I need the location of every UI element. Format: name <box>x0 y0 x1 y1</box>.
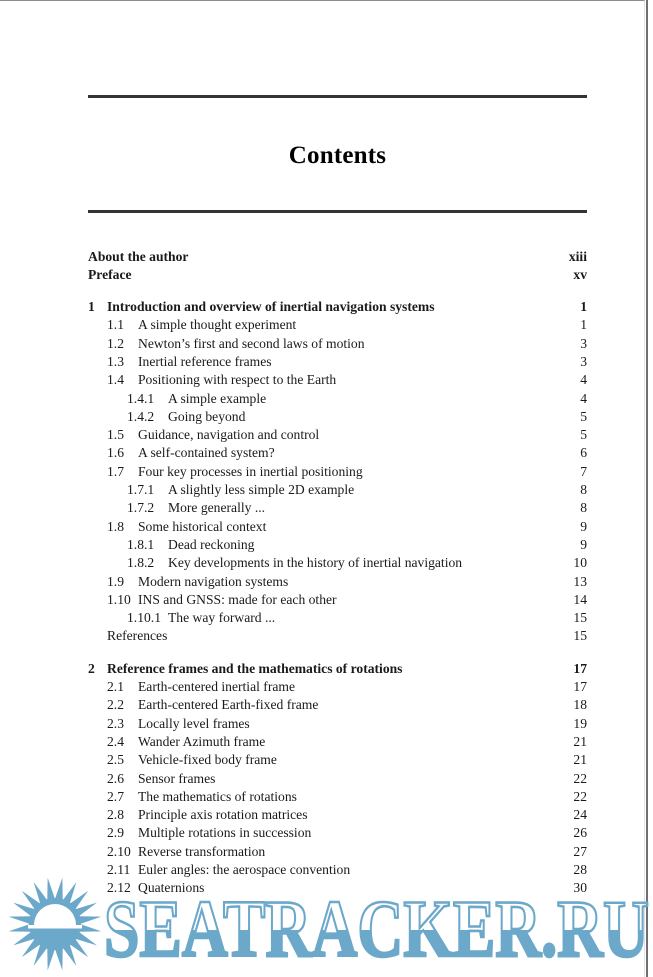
toc-section-row[interactable] <box>88 335 587 353</box>
toc-entry-page: 13 <box>573 573 587 589</box>
toc-entry-label: More generally ... <box>168 500 266 516</box>
toc-entry-label: The mathematics of rotations <box>138 788 297 804</box>
toc-entry-number: 1.1 <box>107 317 124 333</box>
toc-entry-label: Guidance, navigation and control <box>138 427 320 443</box>
toc-entry-number: 1.4 <box>107 372 124 388</box>
toc-entry-number: 1 <box>88 299 95 315</box>
toc-entry-page: 27 <box>573 843 587 859</box>
toc-subsection-row[interactable] <box>88 390 587 408</box>
toc-entry-page: 22 <box>573 788 587 804</box>
toc-entry-page: 17 <box>573 660 587 676</box>
toc-entry-page: 3 <box>580 335 587 351</box>
toc-entry-label: Sensor frames <box>138 770 216 786</box>
toc-entry-number: 2.3 <box>107 715 124 731</box>
toc-entry-label: Some historical context <box>138 518 267 534</box>
toc-entry-label: About the author <box>88 248 189 264</box>
toc-references-row[interactable] <box>88 627 587 645</box>
toc-entry-label: Preface <box>88 266 132 282</box>
toc-entry-label: The way forward ... <box>168 610 276 626</box>
toc-entry-number: 2.8 <box>107 807 124 823</box>
toc-entry-page: 5 <box>580 427 587 443</box>
toc-entry-number: 2.12 <box>107 880 131 896</box>
toc-entry-label: Positioning with respect to the Earth <box>138 372 337 388</box>
toc-entry-number: 2.9 <box>107 825 124 841</box>
toc-entry-label: Earth-centered inertial frame <box>138 679 295 695</box>
toc-entry-label: Earth-centered Earth-fixed frame <box>138 697 319 713</box>
toc-entry-number: 2.5 <box>107 752 124 768</box>
toc-section-row[interactable] <box>88 678 587 696</box>
toc-entry-number: 1.7.2 <box>127 500 155 516</box>
toc-entry-page: 4 <box>580 372 587 388</box>
toc-entry-number: 2.4 <box>107 733 124 749</box>
toc-section-row[interactable] <box>88 573 587 591</box>
toc-entry-page: 19 <box>573 715 587 731</box>
toc-entry-page: 5 <box>580 408 587 424</box>
toc-section-row[interactable] <box>88 843 587 861</box>
toc-entry-page: 9 <box>580 518 587 534</box>
toc-entry-number: 2.11 <box>107 862 131 877</box>
toc-entry-number: 1.10.1 <box>127 610 161 626</box>
toc-section-row[interactable] <box>88 591 587 609</box>
toc-entry-number: 1.5 <box>107 427 124 443</box>
toc-entry-label: A simple example <box>168 390 267 406</box>
toc-entry-label: Principle axis rotation matrices <box>138 807 308 823</box>
toc-entry-label: Key developments in the history of inertial navigation <box>168 555 463 571</box>
toc-section-row[interactable] <box>88 770 587 788</box>
toc-entry-page: 4 <box>580 390 587 406</box>
toc-entry-label: INS and GNSS: made for each other <box>138 591 337 607</box>
toc-section-row[interactable] <box>88 806 587 824</box>
toc-entry-number: 1.3 <box>107 353 124 369</box>
toc-entry-page: 8 <box>580 482 587 498</box>
toc-section-row[interactable] <box>88 696 587 714</box>
toc-entry-page: 1 <box>580 299 587 315</box>
page-gutter <box>648 0 653 977</box>
toc-entry-page: 10 <box>573 555 587 571</box>
toc-section-row[interactable] <box>88 879 587 897</box>
toc-entry-label: Euler angles: the aerospace convention <box>138 862 351 877</box>
toc-section-row[interactable] <box>88 444 587 462</box>
toc-entry-page: 21 <box>573 733 587 749</box>
contents-page <box>88 0 587 898</box>
toc-subsection-row[interactable] <box>88 554 587 572</box>
toc-entry-page: 18 <box>573 697 587 713</box>
toc-entry-number: 1.7 <box>107 463 124 479</box>
toc-entry-label: Introduction and overview of inertial navigation systems <box>107 299 435 315</box>
toc-chapter-row[interactable] <box>88 298 587 316</box>
toc-section-row[interactable] <box>88 733 587 751</box>
toc-entry-page: 28 <box>573 862 587 877</box>
toc-entry-number: 2.7 <box>107 788 124 804</box>
toc-entry-number: 1.4.2 <box>127 408 155 424</box>
toc-section-gap <box>88 284 587 298</box>
toc-entry-label: Modern navigation systems <box>138 573 289 589</box>
toc-entry-number: 1.6 <box>107 445 124 461</box>
toc-entry-page: 8 <box>580 500 587 516</box>
toc-entry-page: xiii <box>568 248 587 264</box>
toc-entry-label: Multiple rotations in succession <box>138 825 312 841</box>
rule-above-title <box>88 95 587 98</box>
toc-entry-number: 1.8.2 <box>127 555 155 571</box>
toc-entry-page: 14 <box>573 591 587 607</box>
toc-subsection-row[interactable] <box>88 481 587 499</box>
toc-entry-number: 2.2 <box>107 697 124 713</box>
rule-below-title <box>88 210 587 213</box>
toc-entry-page: 21 <box>573 752 587 768</box>
toc-section-row[interactable] <box>88 751 587 769</box>
svg-text:SEATRACKER.RU: SEATRACKER.RU <box>104 883 649 974</box>
toc-entry-label: Quaternions <box>138 880 205 896</box>
toc-entry-label: References <box>107 628 168 644</box>
toc-entry-page: 15 <box>573 628 587 644</box>
table-of-contents <box>88 248 587 898</box>
toc-section-row[interactable] <box>88 861 587 879</box>
toc-entry-page: 6 <box>580 445 587 461</box>
toc-entry-label: Reference frames and the mathematics of rotations <box>107 660 403 676</box>
toc-entry-number: 2 <box>88 660 95 676</box>
toc-chapter-gap <box>88 646 587 660</box>
toc-section-row[interactable] <box>88 824 587 842</box>
toc-entry-page: 26 <box>573 825 587 841</box>
toc-entry-page: 30 <box>573 880 587 896</box>
toc-subsection-row[interactable] <box>88 609 587 627</box>
toc-entry-page: 24 <box>573 807 587 823</box>
toc-entry-label: Four key processes in inertial positioning <box>138 463 363 479</box>
toc-entry-label: Wander Azimuth frame <box>138 733 266 749</box>
toc-chapter-row[interactable] <box>88 660 587 678</box>
toc-entry-number: 1.8 <box>107 518 124 534</box>
toc-entry-page: 1 <box>580 317 587 333</box>
toc-entry-number: 1.2 <box>107 335 124 351</box>
toc-entry-label: Going beyond <box>168 408 246 424</box>
toc-entry-page: 15 <box>573 610 587 626</box>
toc-section-row[interactable] <box>88 426 587 444</box>
toc-subsection-row[interactable] <box>88 408 587 426</box>
page-title: Contents <box>288 142 387 169</box>
toc-entry-page: 3 <box>580 353 587 369</box>
toc-entry-page: 22 <box>573 770 587 786</box>
toc-entry-page: 9 <box>580 536 587 552</box>
toc-entry-number: 1.7.1 <box>127 482 155 498</box>
toc-subsection-row[interactable] <box>88 499 587 517</box>
toc-entry-label: Locally level frames <box>138 715 250 731</box>
toc-entry-label: A slightly less simple 2D example <box>168 482 355 498</box>
toc-entry-label: Inertial reference frames <box>138 353 272 369</box>
toc-entry-label: A self-contained system? <box>138 445 275 461</box>
toc-entry-number: 2.10 <box>107 843 131 859</box>
toc-section-row[interactable] <box>88 371 587 389</box>
toc-entry-number: 1.8.1 <box>127 536 155 552</box>
toc-entry-number: 2.6 <box>107 770 124 786</box>
title-spacer <box>88 170 587 210</box>
toc-section-row[interactable] <box>88 715 587 733</box>
toc-entry-page: xv <box>573 266 587 282</box>
toc-entry-label: Newton’s first and second laws of motion <box>138 335 365 351</box>
toc-entry-label: Vehicle-fixed body frame <box>138 752 277 768</box>
toc-entry-number: 1.4.1 <box>127 390 155 406</box>
toc-entry-number: 1.9 <box>107 573 124 589</box>
toc-entry-page: 17 <box>573 679 587 695</box>
toc-section-row[interactable] <box>88 316 587 334</box>
toc-entry-label: Dead reckoning <box>168 536 255 552</box>
toc-front-matter-row[interactable] <box>88 248 587 266</box>
toc-subsection-row[interactable] <box>88 536 587 554</box>
toc-front-matter-row[interactable] <box>88 266 587 284</box>
toc-entry-number: 1.10 <box>107 591 131 607</box>
toc-section-row[interactable] <box>88 518 587 536</box>
toc-section-row[interactable] <box>88 788 587 806</box>
toc-entry-number: 2.1 <box>107 679 124 695</box>
toc-section-row[interactable] <box>88 463 587 481</box>
toc-entry-label: A simple thought experiment <box>138 317 297 333</box>
toc-section-row[interactable] <box>88 353 587 371</box>
toc-entry-page: 7 <box>580 463 587 479</box>
toc-entry-label: Reverse transformation <box>138 843 266 859</box>
